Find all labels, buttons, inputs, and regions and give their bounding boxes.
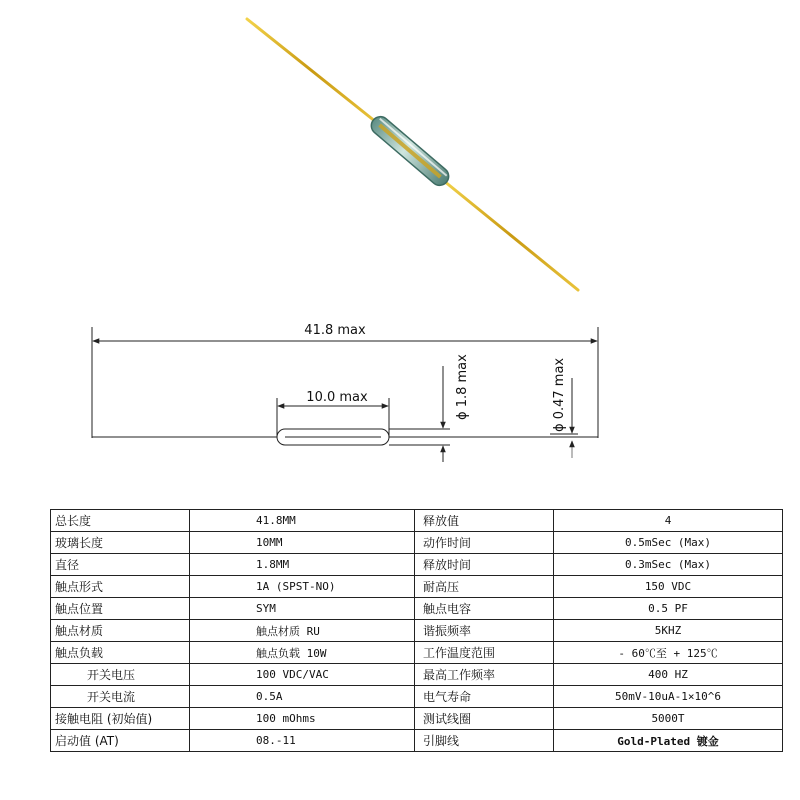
spec-value: - 60℃至 + 125℃ (554, 642, 783, 664)
spec-value: 50mV-10uA-1×10^6 (554, 686, 783, 708)
spec-label: 谐振频率 (415, 620, 554, 642)
spec-label: 触点负载 (51, 642, 190, 664)
spec-row (51, 510, 783, 532)
spec-label: 耐高压 (415, 576, 554, 598)
spec-label: 触点位置 (51, 598, 190, 620)
spec-label: 玻璃长度 (51, 532, 190, 554)
spec-row (51, 730, 783, 752)
spec-row (51, 532, 783, 554)
spec-label: 接触电阻 (初始值) (51, 708, 190, 730)
spec-label: 启动值 (AT) (51, 730, 190, 752)
spec-value: 1.8MM (190, 554, 415, 576)
reed-switch-image (247, 19, 578, 290)
spec-value: 10MM (190, 532, 415, 554)
spec-row (51, 598, 783, 620)
spec-row (51, 554, 783, 576)
spec-label: 触点电容 (415, 598, 554, 620)
spec-label: 工作温度范围 (415, 642, 554, 664)
spec-label: 触点形式 (51, 576, 190, 598)
spec-row (51, 576, 783, 598)
spec-value: 150 VDC (554, 576, 783, 598)
spec-value: SYM (190, 598, 415, 620)
spec-value: 08.-11 (190, 730, 415, 752)
spec-value: 400 HZ (554, 664, 783, 686)
spec-label: 电气寿命 (415, 686, 554, 708)
spec-value: 0.5 PF (554, 598, 783, 620)
spec-value: 5KHZ (554, 620, 783, 642)
spec-label: 引脚线 (415, 730, 554, 752)
product-photo (0, 0, 800, 310)
lead-wire-bottom (444, 181, 578, 290)
spec-value: Gold-Plated 镀金 (554, 730, 783, 752)
spec-value: 触点材质 RU (190, 620, 415, 642)
spec-label: 释放值 (415, 510, 554, 532)
spec-label: 动作时间 (415, 532, 554, 554)
spec-row (51, 642, 783, 664)
glass-diameter-label: ϕ 1.8 max (455, 354, 470, 420)
spec-value: 5000T (554, 708, 783, 730)
spec-value: 100 mOhms (190, 708, 415, 730)
spec-value: 0.5mSec (Max) (554, 532, 783, 554)
spec-value: 4 (554, 510, 783, 532)
spec-row (51, 620, 783, 642)
spec-value: 41.8MM (190, 510, 415, 532)
spec-label: 触点材质 (51, 620, 190, 642)
specification-table-body (51, 510, 783, 752)
glass-length-label: 10.0 max (306, 390, 368, 405)
lead-diameter-label: ϕ 0.47 max (552, 357, 567, 432)
spec-row (51, 708, 783, 730)
spec-row (51, 686, 783, 708)
spec-value: 0.5A (190, 686, 415, 708)
spec-value: 触点负载 10W (190, 642, 415, 664)
dimension-drawing (0, 310, 800, 500)
spec-value: 100 VDC/VAC (190, 664, 415, 686)
spec-label: 测试线圈 (415, 708, 554, 730)
overall-length-label: 41.8 max (304, 323, 366, 338)
spec-value: 1A (SPST-NO) (190, 576, 415, 598)
spec-label: 释放时间 (415, 554, 554, 576)
spec-label: 总长度 (51, 510, 190, 532)
spec-label: 开关电流 (51, 686, 190, 708)
spec-value: 0.3mSec (Max) (554, 554, 783, 576)
lead-wire-top (247, 19, 376, 122)
spec-row (51, 664, 783, 686)
specification-table (50, 509, 783, 752)
spec-label: 最高工作频率 (415, 664, 554, 686)
spec-label: 直径 (51, 554, 190, 576)
spec-label: 开关电压 (51, 664, 190, 686)
